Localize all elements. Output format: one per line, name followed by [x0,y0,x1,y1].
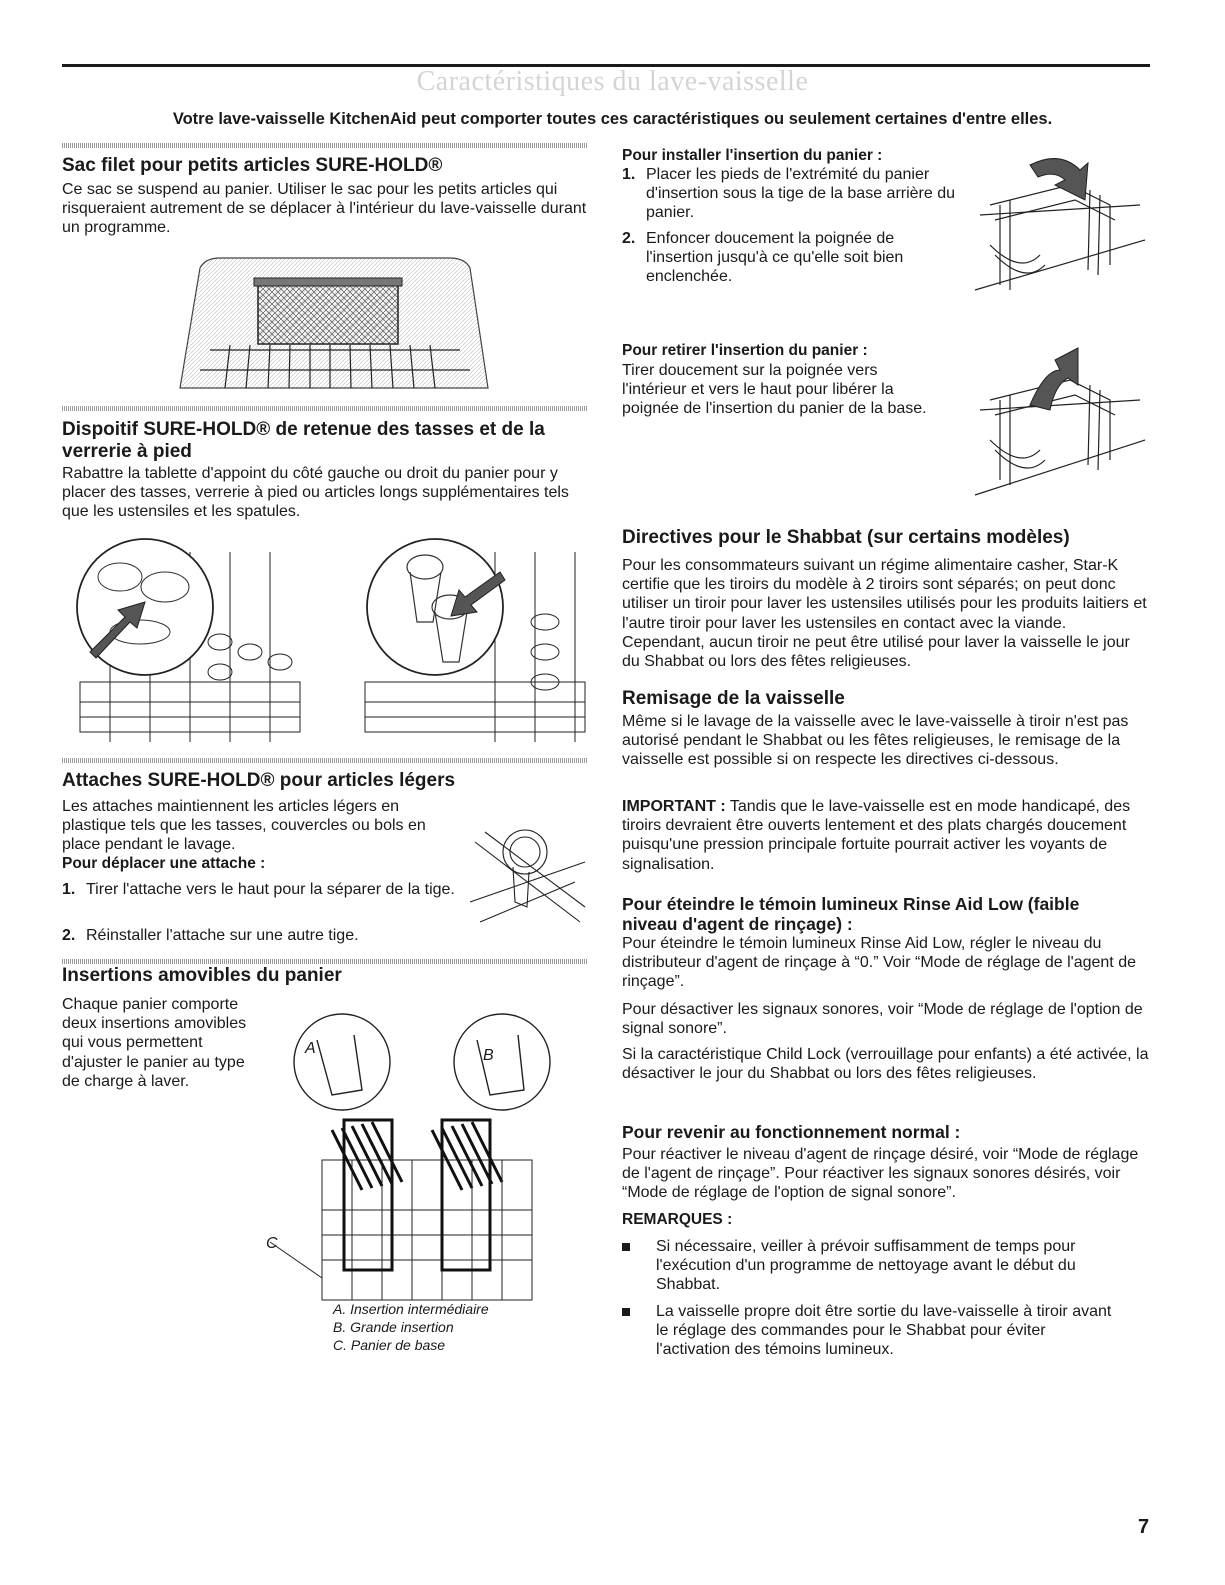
page-title: Caractéristiques du lave-vaisselle [416,66,809,97]
section-divider [62,758,588,763]
installer-subheading: Pour installer l'insertion du panier : [622,147,883,164]
remisage-heading: Remisage de la vaisselle [622,688,845,709]
eteindre-p2: Pour désactiver les signaux sonores, voir “Mode de réglage de l'option de signal sonore”. [622,1001,1143,1038]
mesh-bag-illustration [170,250,490,390]
cup-shelf-illustration-left [70,532,310,747]
sac-heading: Sac filet pour petits articles SURE-HOLD® [62,155,443,176]
installer-step: 1. Placer les pieds de l'extrémité du panier d'insertion sous la tige de la base arrière du panier. [622,166,956,222]
installer-step: 2. Enfoncer doucement la poignée de l'insertion jusqu'à ce qu'elle soit bien enclenchée. [622,230,904,286]
page-number: 7 [1138,1516,1150,1538]
retirer-subheading: Pour retirer l'insertion du panier : [622,342,868,359]
cup-shelf-illustration-right [355,532,595,747]
dispositif-heading: Dispoitif SURE-HOLD® de retenue des tasses et de la verrerie à pied [62,419,545,462]
remarques-label: REMARQUES : [622,1211,733,1228]
section-divider [62,406,588,411]
dispositif-body: Rabattre la tablette d'appoint du côté gauche ou droit du panier pour y placer des tasses, verrerie à pied ou articles longs supplémentaires tels que les ustensiles et les spatules. [62,465,569,521]
attaches-step: 1. Tirer l'attache vers le haut pour la séparer de la tige. [62,881,455,898]
insert-install-illustration [970,145,1150,300]
attaches-step: 2. Réinstaller l'attache sur une autre tige. [62,927,359,944]
shabbat-heading: Directives pour le Shabbat (sur certains modèles) [622,527,1070,548]
caption-a: A. Insertion intermédiaire [333,1301,489,1317]
shabbat-body: Pour les consommateurs suivant un régime alimentaire casher, Star-K certifie que les tiroirs du modèle à 2 tiroirs sont séparés; on peut donc utiliser un tiroir pour laver les ustensiles utilisés pour les produits laitiers et l'autre tiroir pour laver les ustensiles en contact avec la viande. Cependant, aucun tiroir ne peut être utilisé pour laver la vaisselle le jour du Shabbat ou lors des fêtes religieuses. [622,557,1147,671]
attaches-heading: Attaches SURE-HOLD® pour articles légers [62,770,456,791]
insertions-body: Chaque panier comporte deux insertions amovibles qui vous permettent d'ajuster le panier au type de charge à laver. [62,996,247,1090]
caption-b: B. Grande insertion [333,1319,454,1335]
remarque-bullet: Si nécessaire, veiller à prévoir suffisamment de temps pour l'exécution d'un programme de nettoyage avant le début du Shabbat. [622,1237,1122,1295]
remisage-body: Même si le lavage de la vaisselle avec le lave-vaisselle à tiroir n'est pas autorisé pendant le Shabbat ou les fêtes religieuses, le remisage de la vaisselle est possible si on respecte les directives ci-dessous. [622,713,1129,769]
revenir-heading: Pour revenir au fonctionnement normal : [622,1122,961,1142]
eteindre-p3: Si la caractéristique Child Lock (verrouillage pour enfants) a été activée, la désactiver le jour du Shabbat ou lors des fêtes religieuses. [622,1046,1149,1083]
attaches-body: Les attaches maintiennent les articles légers en plastique tels que les tasses, couvercles ou bols en place pendant le lavage. [62,798,426,854]
section-divider [62,959,588,964]
label-c: C [266,1235,278,1252]
retirer-body: Tirer doucement sur la poignée vers l'intérieur et vers le haut pour libérer la poignée de l'insertion du panier de la base. [622,362,927,418]
insert-remove-illustration [970,340,1150,500]
attaches-subheading: Pour déplacer une attache : [62,855,266,872]
insertions-heading: Insertions amovibles du panier [62,965,342,986]
eteindre-heading: Pour éteindre le témoin lumineux Rinse Aid Low (faible niveau d'agent de rinçage) : [622,894,1080,934]
section-divider [62,143,588,148]
remarque-bullet: La vaisselle propre doit être sortie du lave-vaisselle à tiroir avant le réglage des commandes pour le Shabbat pour éviter l'activation des témoins lumineux. [622,1302,1122,1360]
sac-body: Ce sac se suspend au panier. Utiliser le sac pour les petits articles qui risqueraient autrement de se déplacer à l'intérieur du lave-vaisselle durant un programme. [62,181,587,237]
label-a: A [305,1040,316,1057]
revenir-body: Pour réactiver le niveau d'agent de rinçage désiré, voir “Mode de réglage de l'agent de rinçage”. Pour réactiver les signaux sonores désirés, voir “Mode de réglage de l'option de signal sonore”. [622,1146,1139,1202]
clip-illustration [465,812,590,937]
caption-c: C. Panier de base [333,1337,446,1353]
eteindre-p1: Pour éteindre le témoin lumineux Rinse Aid Low, régler le niveau du distributeur d'agent de rinçage à “0.” Voir “Mode de réglage de l'agent de rinçage”. [622,935,1136,991]
label-b: B [483,1047,494,1064]
important-note: IMPORTANT : Tandis que le lave-vaisselle est en mode handicapé, des tiroirs devraient être ouverts lentement et des plats chargés doucement puisqu'une pression principale fortuite pourrait activer les voyants de signalisation. [622,798,1131,873]
intro-text: Votre lave-vaisselle KitchenAid peut comporter toutes ces caractéristiques ou seulement certaines d'entre elles. [172,110,1053,128]
